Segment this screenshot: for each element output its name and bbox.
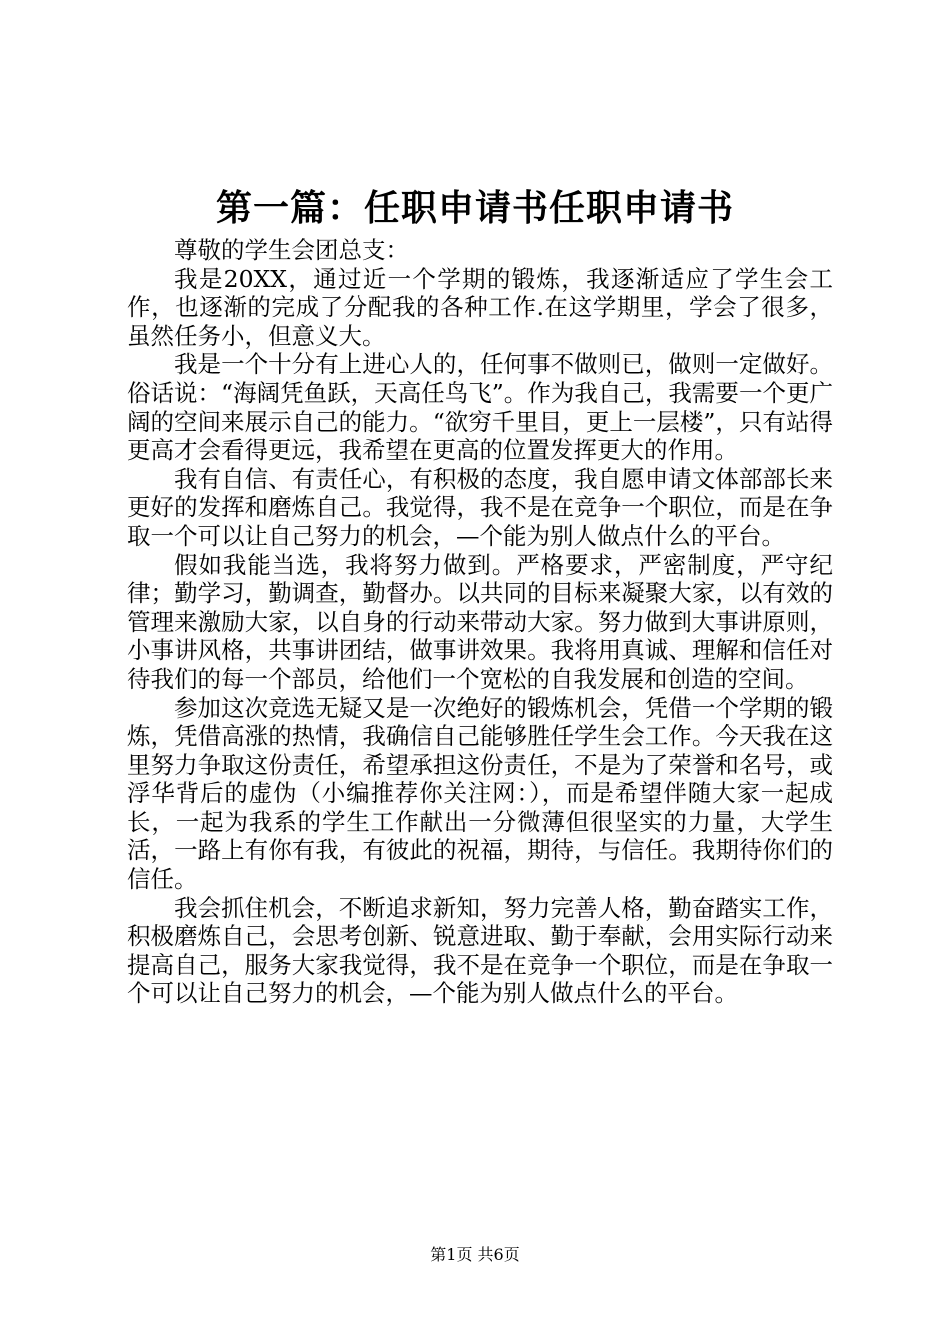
page-number-footer: 第1页 共6页 [430, 1245, 520, 1264]
document-body [127, 236, 833, 1008]
paragraph: 我会抓住机会，不断追求新知，努力完善人格，勤奋踏实工作，积极磨炼自己，会思考创新、锐意进取、勤于奉献，会用实际行动来提高自己，服务大家我觉得，我不是在竞争一个职位，而是在争取一个可以让自己努力的机会，—个能为别人做点什么的平台。 [127, 893, 833, 1008]
paragraph: 参加这次竞选无疑又是一次绝好的锻炼机会，凭借一个学期的锻炼，凭借高涨的热情，我确信自己能够胜任学生会工作。今天我在这里努力争取这份责任，希望承担这份责任，不是为了荣誉和名号，或浮华背后的虚伪（小编推荐你关注网：），而是希望伴随大家一起成长，一起为我系的学生工作献出一分微薄但很坚实的力量，大学生活，一路上有你有我，有彼此的祝福，期待，与信任。我期待你们的信任。 [127, 693, 833, 894]
document-title: 第一篇：任职申请书任职申请书 [215, 188, 734, 229]
paragraph: 我有自信、有责任心，有积极的态度，我自愿申请文体部部长来更好的发挥和磨炼自己。我觉得，我不是在竞争一个职位，而是在争取一个可以让自己努力的机会，—个能为别人做点什么的平台。 [127, 464, 833, 550]
salutation: 尊敬的学生会团总支： [174, 236, 409, 264]
paragraph: 我是20XX，通过近一个学期的锻炼，我逐渐适应了学生会工作，也逐渐的完成了分配我的各种工作.在这学期里，学会了很多，虽然任务小，但意义大。 [127, 264, 833, 350]
paragraph: 我是一个十分有上进心人的，任何事不做则已，做则一定做好。俗话说：“海阔凭鱼跃，天高任鸟飞”。作为我自己，我需要一个更广阔的空间来展示自己的能力。“欲穷千里目，更上一层楼”，只有站得更高才会看得更远，我希望在更高的位置发挥更大的作用。 [127, 350, 833, 465]
paragraph: 假如我能当选，我将努力做到。严格要求，严密制度，严守纪律；勤学习，勤调查，勤督办。以共同的目标来凝聚大家，以有效的管理来激励大家，以自身的行动来带动大家。努力做到大事讲原则，小事讲风格，共事讲团结，做事讲效果。我将用真诚、理解和信任对待我们的每一个部员，给他们一个宽松的自我发展和创造的空间。 [127, 550, 833, 693]
